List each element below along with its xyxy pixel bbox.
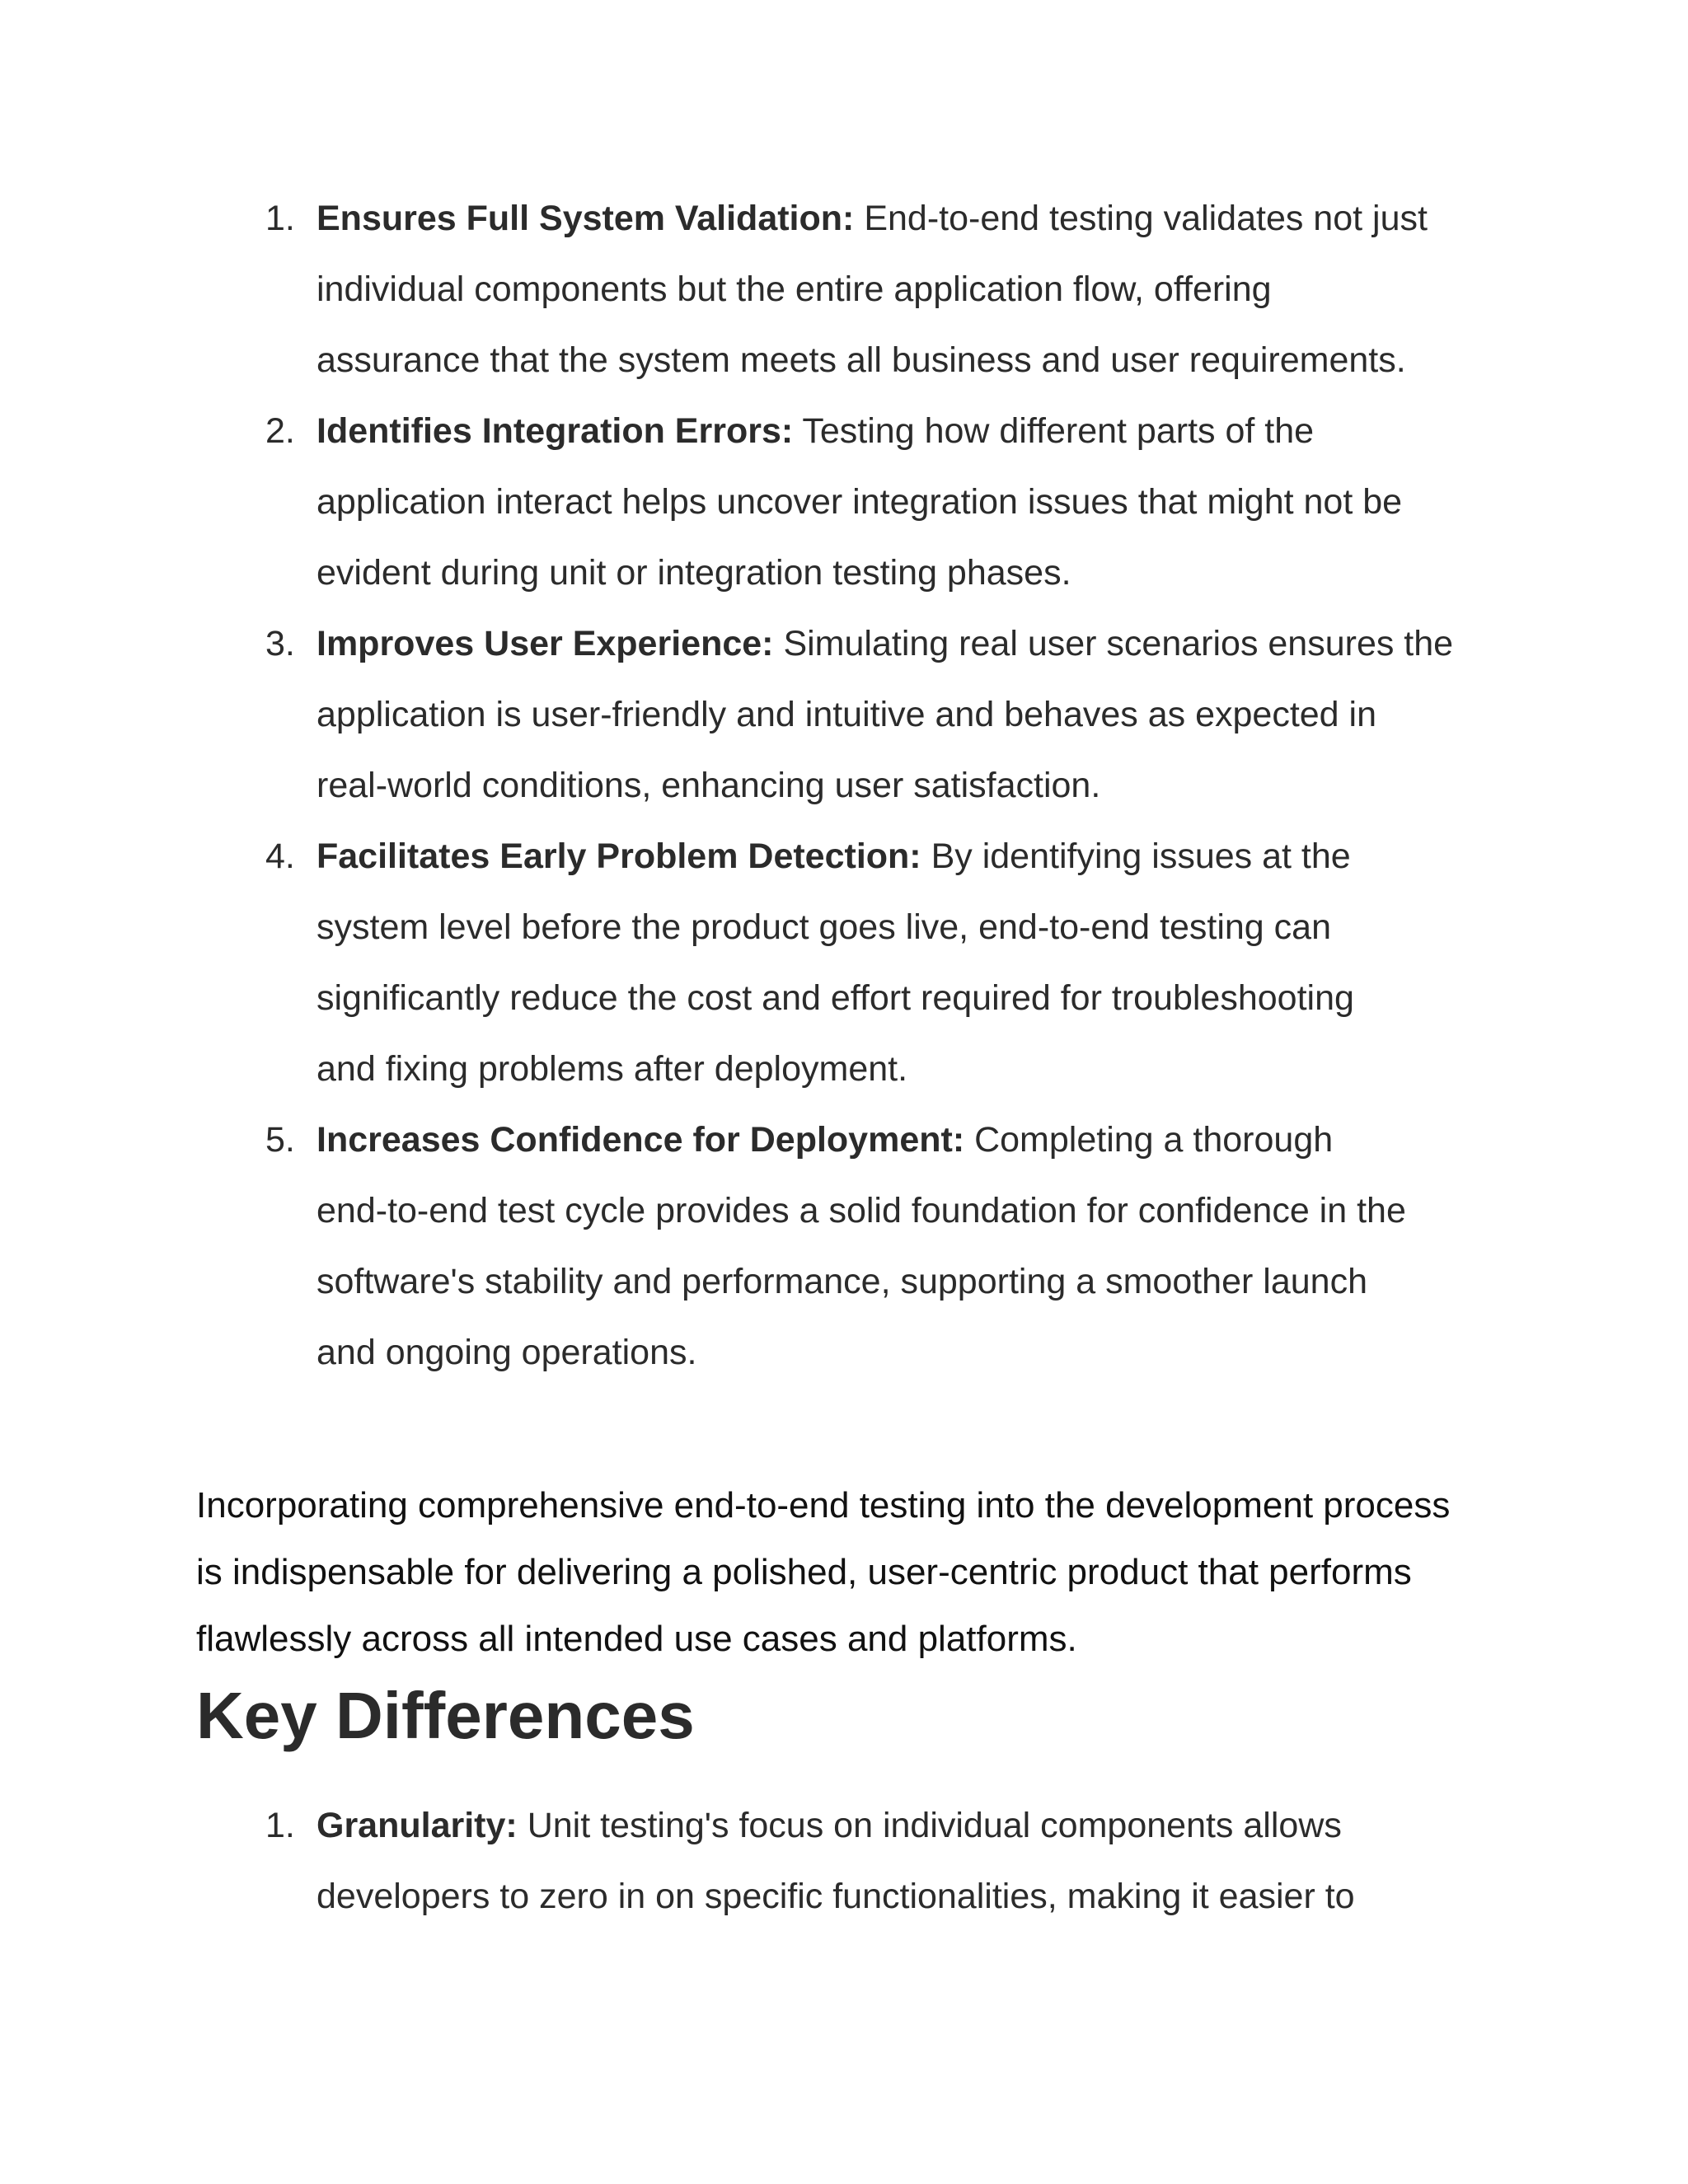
list-item-title: Ensures Full System Validation:: [316, 199, 855, 238]
list-item: [0, 183, 1688, 396]
list-item: [0, 396, 1688, 608]
paragraph-line: is indispensable for delivering a polished, user-centric product that performs: [196, 1552, 1412, 1592]
list-item-title: Identifies Integration Errors:: [316, 411, 794, 451]
list-item-line: end-to-end test cycle provides a solid foundation for confidence in the: [316, 1191, 1406, 1230]
list-item-title: Improves User Experience:: [316, 624, 774, 663]
list-item-line: Completing a thorough: [974, 1120, 1334, 1160]
list-item-line: End-to-end testing validates not just: [864, 199, 1428, 238]
list-item: [0, 821, 1688, 1104]
list-item-title: Granularity:: [316, 1806, 518, 1845]
list-item-line: assurance that the system meets all business and user requirements.: [316, 340, 1406, 380]
list-item: [0, 608, 1688, 821]
paragraph-line: flawlessly across all intended use cases and platforms.: [196, 1619, 1077, 1659]
list-item-line: and fixing problems after deployment.: [316, 1049, 908, 1089]
list-item: [0, 1104, 1688, 1388]
list-item-title: Facilitates Early Problem Detection:: [316, 837, 921, 876]
list-item-line: By identifying issues at the: [931, 837, 1351, 876]
list-item-line: individual components but the entire application flow, offering: [316, 269, 1272, 309]
list-item-line: significantly reduce the cost and effort required for troubleshooting: [316, 978, 1354, 1018]
list-item-text: [316, 821, 1487, 1104]
list-item-line: Unit testing's focus on individual components allows: [527, 1806, 1342, 1845]
list-item-number: 1.: [265, 1806, 295, 1845]
list-item-line: Testing how different parts of the: [802, 411, 1315, 451]
list-item-title: Increases Confidence for Deployment:: [316, 1120, 965, 1160]
differences-list: [0, 1790, 1688, 1932]
list-item-number: 2.: [265, 411, 295, 451]
paragraph-line: Incorporating comprehensive end-to-end testing into the development process: [196, 1485, 1451, 1526]
list-item-number: 3.: [265, 624, 295, 663]
list-item-line: evident during unit or integration testing phases.: [316, 553, 1071, 593]
list-item-line: real-world conditions, enhancing user satisfaction.: [316, 766, 1101, 805]
list-item-text: [316, 396, 1487, 608]
list-item-line: system level before the product goes live, end-to-end testing can: [316, 907, 1331, 947]
section-heading: Key Differences: [196, 1679, 695, 1752]
list-item-text: [316, 608, 1487, 821]
list-item-number: 4.: [265, 837, 295, 876]
conclusion-paragraph: [196, 1472, 1498, 1672]
list-item-number: 5.: [265, 1120, 295, 1160]
list-item-text: [316, 1104, 1487, 1388]
list-item-line: software's stability and performance, supporting a smoother launch: [316, 1262, 1367, 1301]
list-item-number: 1.: [265, 199, 295, 238]
list-item-text: [316, 1790, 1487, 1932]
list-item-line: application is user-friendly and intuitive and behaves as expected in: [316, 695, 1377, 734]
benefits-list: [0, 183, 1688, 1388]
list-item-line: application interact helps uncover integration issues that might not be: [316, 482, 1403, 522]
list-item-line: Simulating real user scenarios ensures the: [783, 624, 1454, 663]
list-item-line: developers to zero in on specific functionalities, making it easier to: [316, 1877, 1355, 1916]
list-item: [0, 1790, 1688, 1932]
list-item-line: and ongoing operations.: [316, 1333, 697, 1372]
list-item-text: [316, 183, 1487, 396]
